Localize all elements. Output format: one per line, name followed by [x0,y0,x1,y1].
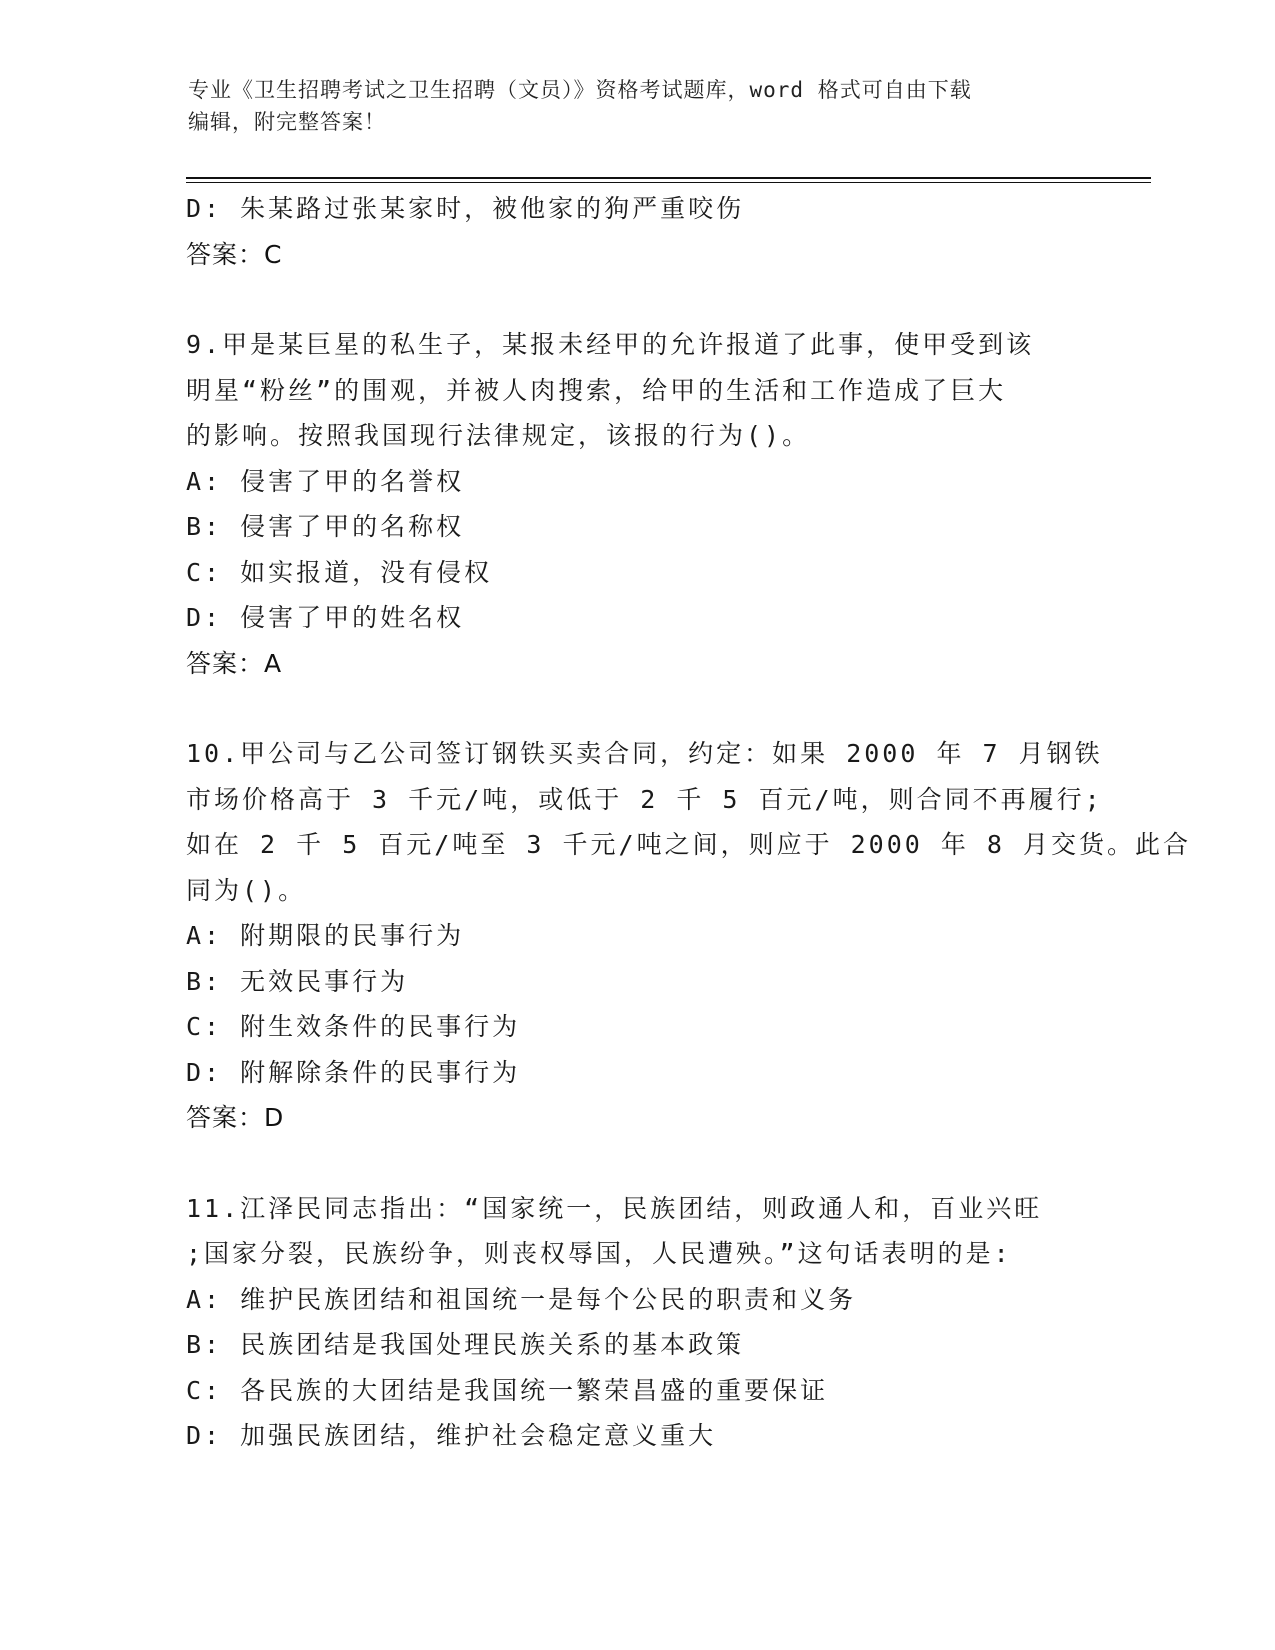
question-stem-line: 9.甲是某巨星的私生子，某报未经甲的允许报道了此事，使甲受到该 [186,330,1035,359]
question-stem-line: 11.江泽民同志指出：“国家统一，民族团结，则政通人和，百业兴旺 [186,1193,1043,1223]
option-b: B: 无效民事行为 [186,966,409,996]
header-line-2: 编辑，附完整答案！ [188,110,386,134]
option-a: A: 侵害了甲的名誉权 [186,466,465,496]
option-a: A: 附期限的民事行为 [186,921,465,950]
option-a: A: 维护民族团结和祖国统一是每个公民的职责和义务 [186,1284,857,1314]
option-c: C: 附生效条件的民事行为 [186,1012,521,1041]
option-d: D: 附解除条件的民事行为 [186,1057,521,1087]
option-c: C: 各民族的大团结是我国统一繁荣昌盛的重要保证 [186,1375,829,1405]
question-content [186,186,1192,1459]
answer-line: 答案：C [186,239,283,269]
answer-line: 答案：A [186,648,283,678]
question-10 [186,731,1192,1141]
question-stem-line: 市场价格高于 3 千元/吨，或低于 2 千 5 百元/吨，则合同不再履行; [186,784,1103,814]
question-stem-line: 明星“粉丝”的围观，并被人肉搜索，给甲的生活和工作造成了巨大 [186,375,1007,405]
option-b: B: 民族团结是我国处理民族关系的基本政策 [186,1330,745,1359]
question-stem-line: 的影响。按照我国现行法律规定，该报的行为()。 [186,421,811,450]
page-header [188,74,1088,138]
question-stem-line: 同为()。 [186,875,307,905]
option-d: D: 侵害了甲的姓名权 [186,603,465,632]
question-stem-line: ;国家分裂，民族纷争，则丧权辱国，人民遭殃。”这句话表明的是: [186,1239,1012,1268]
previous-question-tail [186,186,1086,277]
question-11 [186,1186,1086,1459]
option-c: C: 如实报道，没有侵权 [186,557,493,587]
question-9 [186,322,1086,686]
option-d: D: 加强民族团结，维护社会稳定意义重大 [186,1421,717,1450]
question-stem-line: 如在 2 千 5 百元/吨至 3 千元/吨之间，则应于 2000 年 8 月交货。此合 [186,830,1192,859]
answer-line: 答案：D [186,1103,285,1132]
header-line-1: 专业《卫生招聘考试之卫生招聘（文员）》资格考试题库，word 格式可自由下载 [188,78,972,102]
question-stem-line: 10.甲公司与乙公司签订钢铁买卖合同，约定：如果 2000 年 7 月钢铁 [186,739,1103,768]
option-d: D: 朱某路过张某家时，被他家的狗严重咬伤 [186,194,745,223]
header-divider-thin [186,182,1151,183]
header-divider-thick [186,177,1151,179]
option-b: B: 侵害了甲的名称权 [186,512,465,541]
